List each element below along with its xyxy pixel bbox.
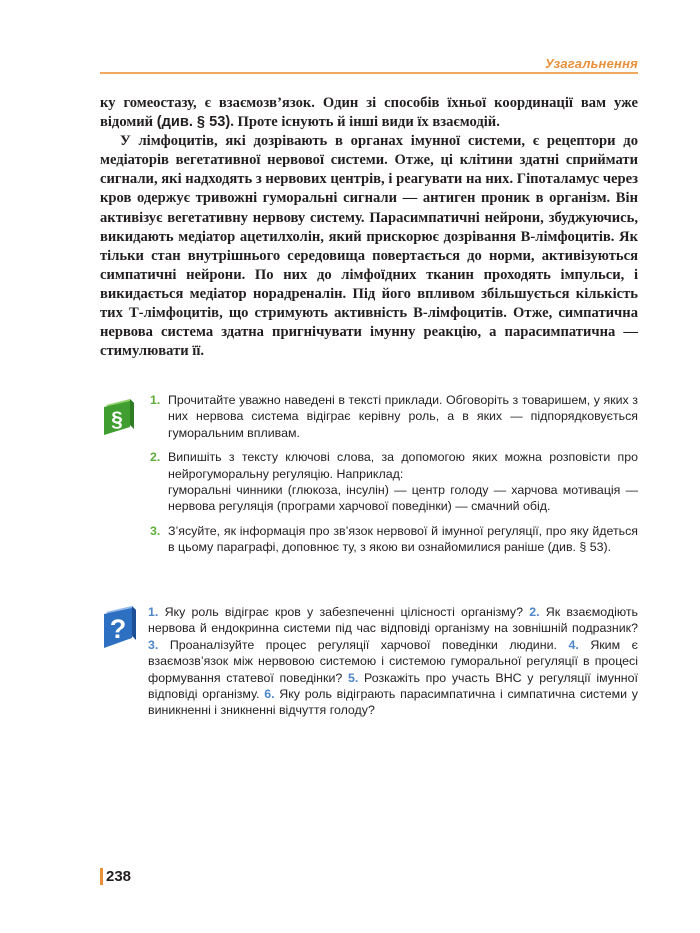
question-text: Яким є взаємозв’язок між нервовою системою і системою гуморальної регуляції в процесі формування статевої поведінки? <box>148 637 638 685</box>
page-number: 238 <box>100 868 131 885</box>
section-sign-icon <box>100 397 138 437</box>
question-number: 3. <box>148 637 159 652</box>
svg-text:?: ? <box>109 614 127 644</box>
task-item <box>146 449 638 515</box>
page-number-accent <box>100 868 103 885</box>
task-text: З’ясуйте, як інформація про зв’язок нервової й імунної регуляції, про яку йдеться в цьому параграфі, доповнює ту, з якою ви ознайомилися раніше (див. § 53). <box>168 523 638 555</box>
task-number: 2. <box>150 450 161 465</box>
task-item <box>146 523 638 556</box>
tasks-list <box>146 392 638 564</box>
task-text: Випишіть з тексту ключові слова, за допомогою яких можна розповісти про нейрогуморальну регуляцію. Наприклад: <box>168 450 638 481</box>
svg-text:§: § <box>111 408 123 431</box>
question-number: 1. <box>148 605 159 619</box>
question-mark-icon <box>100 604 140 650</box>
question-text: Яку роль відіграє кров у забезпеченні цілісності організму? <box>164 605 523 619</box>
question-number: 6. <box>264 687 275 702</box>
task-text: Прочитайте уважно наведені в тексті приклади. Обговоріть з товаришем, у яких з них нервова система відіграє керівну роль, а в яких — підпорядковується гуморальним впливам. <box>168 393 638 440</box>
question-number: 5. <box>347 670 359 685</box>
question-text: Розкажіть про участь ВНС у регуляції імунної відповіді організму. <box>148 670 638 702</box>
task-example: гуморальні чинники (глюкоза, інсулін) — центр голоду — харчова мотивація — нервова регуляція (програми харчової поведінки) — смачний обід. <box>168 483 638 514</box>
task-number: 3. <box>150 523 161 538</box>
review-questions <box>148 604 638 719</box>
task-item <box>146 392 638 441</box>
question-number: 4. <box>568 637 579 652</box>
section-title: Узагальнення <box>545 56 638 71</box>
paragraph-1: ку гомеостазу, є взаємозв’язок. Один зі способів їхньої координації вам уже відомий (див. § 53). Проте існують й інші види їх взаємодій. <box>100 95 638 131</box>
section-reference: (див. § 53) <box>156 114 231 131</box>
question-text: Як взаємодіють нервова й ендокринна системи під час відповіді організму на зовнішній подразник? <box>148 605 638 636</box>
paragraph-2: У лімфоцитів, які дозрівають в органах імунної системи, є рецептори до медіаторів вегетативної нервової системи. Отже, ці клітини здатні сприймати сигнали, які надходять з нервових центрів, і реагувати на них. Гіпоталамус через кров одержує тривожні гуморальні сигнали — антиген проник в організм. Він активізує вегетативну нервову систему. Парасимпатичні нейрони, збуджуючись, викидають медіатор ацетилхолін, який прискорює дозрівання В-лімфоцитів. Як тільки стан внутрішнього середовища повертається до норми, активізуються симпатичні нейрони. По них до лімфоїдних тканин проходять імпульси, і викидається медіатор норадреналін. Під його впливом збільшується кількість тих Т-лімфоцитів, що стримують активність В-лімфоцитів. Отже, симпатична нервова система здатна пригнічувати імунну реакцію, а парасимпатична — стимулювати її. <box>100 133 638 360</box>
question-number: 2. <box>529 605 540 619</box>
main-text <box>100 94 638 361</box>
question-text: Яку роль відіграють парасимпатична і симпатична системи у виникненні і зникненні відчуття голоду? <box>148 687 639 718</box>
header-divider <box>100 72 638 74</box>
task-number: 1. <box>150 393 161 407</box>
question-text: Проаналізуйте процес регуляції харчової поведінки людини. <box>169 637 557 652</box>
